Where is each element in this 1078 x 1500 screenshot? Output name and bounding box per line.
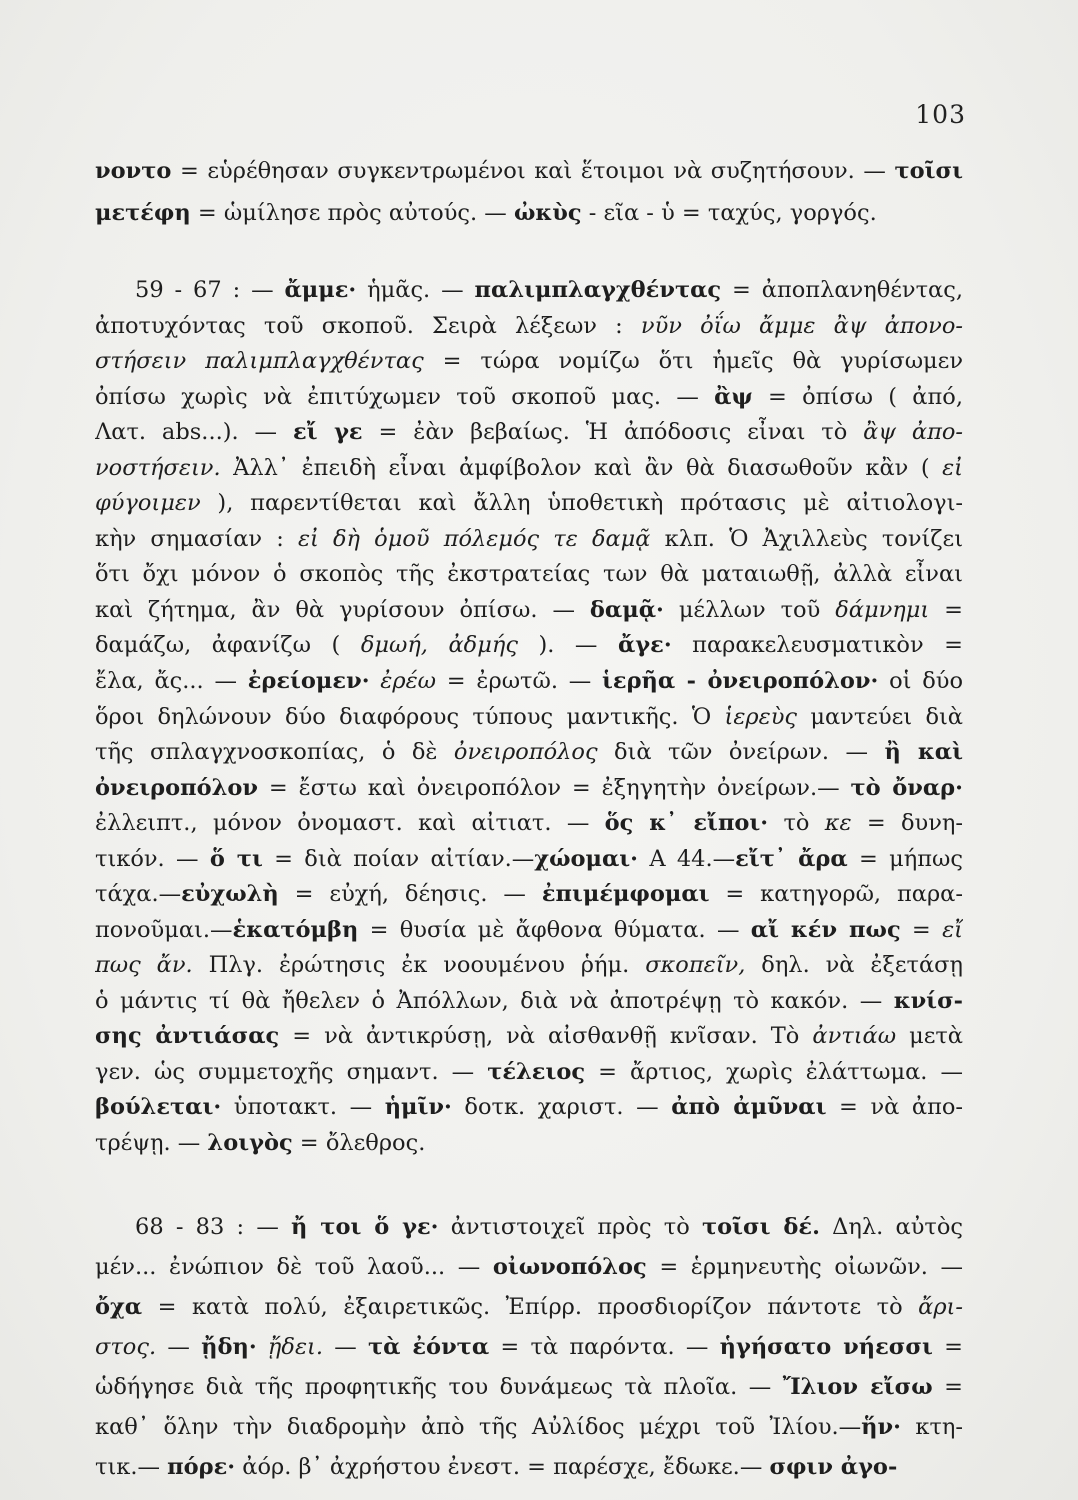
gloss-text: =: [932, 1374, 963, 1400]
gloss-text: μέν... ἐνώπιον δὲ τοῦ λαοῦ... —: [95, 1254, 493, 1280]
text-line: [95, 524, 963, 554]
text-line: [95, 737, 963, 767]
lemma-term: ὅ τι: [209, 846, 263, 872]
gloss-text: ὅτι ὄχι μόνον ὁ σκοπὸς τῆς ἐκστρατείας των θὰ ματαιωθῇ, ἀλλὰ εἶναι: [95, 561, 963, 587]
gloss-text: = ὄλεθρος.: [292, 1130, 426, 1156]
text-line: [95, 844, 963, 874]
gloss-text: κτη-: [900, 1414, 963, 1440]
lemma-term: μετέφη: [95, 200, 191, 226]
text-line: [95, 417, 963, 447]
text-line: [95, 1092, 963, 1122]
gloss-text: = δυνη-: [851, 810, 963, 836]
text-line: [95, 773, 963, 803]
gloss-text: = τὰ παρόντα. —: [489, 1334, 720, 1360]
text-line: [95, 950, 963, 980]
gloss-text: μαντεύει διὰ: [797, 704, 963, 730]
text-line: [95, 382, 963, 412]
lemma-term: χώομαι·: [534, 846, 639, 872]
quoted-greek: εἴ: [942, 917, 963, 943]
text-line: [95, 808, 963, 838]
gloss-text: = ἑρμηνευτὴς οἰωνῶν. —: [646, 1254, 963, 1280]
gloss-text: οἱ δύο: [878, 668, 963, 694]
gloss-text: = ὡμίλησε πρὸς αὐτούς. —: [190, 200, 514, 226]
gloss-text: =: [900, 917, 943, 943]
gloss-text: διὰ τῶν ὀνείρων. —: [597, 739, 885, 765]
text-line: [95, 666, 963, 696]
lemma-term: ἢ καὶ: [884, 739, 963, 765]
lemma-term: οἰωνοπόλος: [492, 1254, 647, 1280]
quoted-greek: σκοπεῖν,: [645, 952, 746, 978]
gloss-text: τῆς σπλαγχνοσκοπίας, ὁ δὲ: [95, 739, 454, 765]
gloss-text: =: [929, 597, 963, 623]
gloss-text: = διὰ ποίαν αἰτίαν.—: [262, 846, 535, 872]
lemma-term: κνίσ-: [893, 988, 963, 1014]
gloss-text: δηλ. νὰ ἐξετάσῃ: [745, 952, 963, 978]
gloss-text: ὑποτακτ. —: [221, 1094, 385, 1120]
lemma-term: αἴ κέν πως: [750, 917, 901, 943]
gloss-text: ἡμᾶς. —: [356, 277, 475, 303]
quoted-greek: πως ἄν.: [95, 952, 193, 978]
gloss-text: τὸ: [768, 810, 825, 836]
lemma-term: ἑκατόμβη: [232, 917, 359, 943]
gloss-text: = κατὰ πολύ, ἐξαιρετικῶς. Ἐπίρρ. προσδιορίζον πάντοτε τὸ: [142, 1294, 919, 1320]
gloss-text: = ἔστω καὶ ὀνειροπόλον = ἐξηγητὴν ὀνείρων.—: [258, 775, 851, 801]
quoted-greek: στος.: [95, 1334, 157, 1360]
lemma-term: ἤ τοι ὅ γε·: [291, 1214, 439, 1240]
lemma-term: λοιγὸς: [207, 1130, 293, 1156]
text-line: [95, 346, 963, 376]
lemma-term: βούλεται·: [95, 1094, 222, 1120]
gloss-text: δαμάζω, ἀφανίζω (: [95, 632, 361, 658]
lemma-term: τὸ ὄναρ·: [850, 775, 963, 801]
gloss-text: ), παρεντίθεται καὶ ἄλλη ὑποθετικὴ πρότασις μὲ αἰτιολογι-: [200, 490, 963, 516]
text-line: [95, 311, 963, 341]
gloss-text: Λατ. abs...). —: [95, 419, 293, 445]
text-line: [95, 1057, 963, 1087]
gloss-text: Δηλ. αὐτὸς: [819, 1214, 963, 1240]
lemma-term: ἡγήσατο νήεσσι: [719, 1334, 933, 1360]
gloss-text: —: [156, 1334, 202, 1360]
lemma-term: εἴτ᾿ ἄρα: [735, 846, 848, 872]
gloss-text: ἀόρ. β᾿ ἀχρήστου ἐνεστ. = παρέσχε, ἔδωκε.—: [235, 1454, 770, 1480]
lemma-term: παλιμπλαγχθέντας: [474, 277, 722, 303]
quoted-greek: νοστήσειν.: [95, 455, 221, 481]
lemma-term: ἥν·: [861, 1414, 901, 1440]
text-line: [95, 915, 963, 945]
lemma-term: τοῖσι: [894, 158, 963, 184]
gloss-text: [257, 1334, 268, 1360]
lemma-term: ὠκὺς: [513, 200, 582, 226]
gloss-text: ἔλα, ἄς... —: [95, 668, 248, 694]
lemma-term: ἱερῆα - ὀνειροπόλον·: [602, 668, 879, 694]
gloss-text: καθ᾿ ὅλην τὴν διαδρομὴν ἀπὸ τῆς Αὐλίδος μέχρι τοῦ Ἰλίου.—: [95, 1414, 862, 1440]
gloss-text: ἐλλειπτ., μόνον ὀνομαστ. καὶ αἰτιατ. —: [95, 810, 605, 836]
gloss-text: = κατηγορῶ, παρα-: [709, 881, 963, 907]
quoted-greek: ἀντιάω: [812, 1023, 897, 1049]
quoted-greek: κε: [824, 810, 852, 836]
text-line: [95, 559, 963, 589]
gloss-text: κλπ. Ὁ Ἀχιλλεὺς τονίζει: [650, 526, 963, 552]
lemma-term: δαμᾷ·: [589, 597, 664, 623]
lemma-term: ἀπὸ ἀμῦναι: [671, 1094, 827, 1120]
gloss-text: Α 44.—: [638, 846, 736, 872]
gloss-text: τικ.—: [95, 1454, 168, 1480]
gloss-text: 68 - 83 : —: [135, 1214, 292, 1240]
quoted-greek: νῦν ὀΐω ἄμμε ἂψ ἀπονο-: [640, 313, 963, 339]
page-number: 103: [915, 100, 966, 129]
text-line: [95, 1252, 963, 1282]
gloss-text: τικόν. —: [95, 846, 210, 872]
gloss-text: - εῖα - ὑ = ταχύς, γοργός.: [581, 200, 877, 226]
text-line: [95, 1372, 963, 1402]
lemma-term: Ἴλιον εἴσω: [782, 1374, 933, 1400]
text-line: [95, 1332, 963, 1362]
lemma-term: ἐπιμέμφομαι: [541, 881, 710, 907]
text-line: [95, 1021, 963, 1051]
text-line: [95, 1292, 963, 1322]
gloss-text: μετὰ: [896, 1023, 963, 1049]
lemma-term: ἡμῖν·: [384, 1094, 452, 1120]
gloss-text: ὀπίσω χωρὶς νὰ ἐπιτύχωμεν τοῦ σκοποῦ μας. —: [95, 384, 715, 410]
text-line: [95, 198, 963, 228]
gloss-text: δοτκ. χαριστ. —: [451, 1094, 672, 1120]
text-line: [95, 879, 963, 909]
gloss-text: = ἐὰν βεβαίως. Ἡ ἀπόδοσις εἶναι τὸ: [362, 419, 864, 445]
gloss-text: ὁ μάντις τί θὰ ἤθελεν ὁ Ἀπόλλων, διὰ νὰ ἀποτρέψῃ τὸ κακόν. —: [95, 988, 894, 1014]
lemma-term: σφιν ἀγο-: [769, 1454, 898, 1480]
gloss-text: 59 - 67 : —: [135, 277, 285, 303]
gloss-text: ἀντιστοιχεῖ πρὸς τὸ: [438, 1214, 702, 1240]
lemma-term: τοῖσι δέ.: [701, 1214, 820, 1240]
quoted-greek: ἂψ ἀπο-: [863, 419, 963, 445]
gloss-text: ὡδήγησε διὰ τῆς προφητικῆς του δυνάμεως τὰ πλοῖα. —: [95, 1374, 783, 1400]
gloss-text: = ἐρωτῶ. —: [436, 668, 603, 694]
text-line: [95, 702, 963, 732]
quoted-greek: στήσειν παλιμπλαγχθέντας: [95, 348, 424, 374]
quoted-greek: ἐρέω: [380, 668, 437, 694]
gloss-text: = νὰ ἀπο-: [826, 1094, 963, 1120]
gloss-text: ἀποτυχόντας τοῦ σκοποῦ. Σειρὰ λέξεων :: [95, 313, 641, 339]
lemma-term: σης ἀντιάσας: [95, 1023, 280, 1049]
gloss-text: μέλλων τοῦ: [663, 597, 836, 623]
quoted-greek: ἱερεὺς: [724, 704, 798, 730]
gloss-text: = θυσία μὲ ἄφθονα θύματα. —: [358, 917, 751, 943]
quoted-greek: ᾔδει.: [267, 1334, 323, 1360]
gloss-text: Ἀλλ᾿ ἐπειδὴ εἶναι ἀμφίβολον καὶ ἂν θὰ διασωθοῦν κἂν (: [220, 455, 943, 481]
gloss-text: ). —: [517, 632, 618, 658]
text-line: [95, 595, 963, 625]
gloss-text: = εὐχή, δέησις. —: [278, 881, 542, 907]
gloss-text: ὅροι δηλώνουν δύο διαφόρους τύπους μαντικῆς. Ὁ: [95, 704, 725, 730]
text-line: [95, 453, 963, 483]
gloss-text: Πλγ. ἐρώτησις ἐκ νοουμένου ῥήμ.: [192, 952, 646, 978]
gloss-text: καὶ ζήτημα, ἂν θὰ γυρίσουν ὀπίσω. —: [95, 597, 590, 623]
lemma-term: ἄγε·: [617, 632, 672, 658]
quoted-greek: ἄρι-: [918, 1294, 963, 1320]
gloss-text: τάχα.—: [95, 881, 182, 907]
lemma-term: ἄμμε·: [284, 277, 357, 303]
text-line: [95, 1128, 963, 1158]
gloss-text: = νὰ ἀντικρύσῃ, νὰ αἰσθανθῇ κνῖσαν. Τὸ: [279, 1023, 813, 1049]
text-line: [95, 488, 963, 518]
lemma-term: εἴ γε: [292, 419, 363, 445]
lemma-term: ὄχα: [95, 1294, 143, 1320]
text-line: [95, 1412, 963, 1442]
quoted-greek: δμωή, ἀδμής: [360, 632, 518, 658]
gloss-text: = μήπως: [847, 846, 963, 872]
quoted-greek: ὀνειροπόλος: [453, 739, 598, 765]
lemma-term: ὀνειροπόλον: [95, 775, 259, 801]
gloss-text: πονοῦμαι.—: [95, 917, 233, 943]
gloss-text: = ἀποπλανηθέντας,: [721, 277, 963, 303]
text-line: [95, 156, 963, 186]
quoted-greek: φύγοιμεν: [95, 490, 201, 516]
text-line: [95, 986, 963, 1016]
lemma-term: πόρε·: [167, 1454, 236, 1480]
lemma-term: ἐρείομεν·: [247, 668, 370, 694]
gloss-text: τρέψῃ. —: [95, 1130, 208, 1156]
lemma-term: ἂψ: [714, 384, 753, 410]
text-line: [135, 1212, 963, 1242]
lemma-term: τέλειος: [487, 1059, 586, 1085]
gloss-text: = ὀπίσω ( ἀπό,: [752, 384, 963, 410]
lemma-term: ᾔδη·: [201, 1334, 257, 1360]
gloss-text: γεν. ὡς συμμετοχῆς σημαντ. —: [95, 1059, 488, 1085]
text-line: [95, 1452, 963, 1482]
text-line: [135, 275, 963, 305]
gloss-text: = εὑρέθησαν συγκεντρωμένοι καὶ ἕτοιμοι νὰ συζητήσουν. —: [171, 158, 895, 184]
lemma-term: εὐχωλὴ: [181, 881, 279, 907]
quoted-greek: εἰ δὴ ὁμοῦ πόλεμός τε δαμᾷ: [297, 526, 651, 552]
lemma-term: ὅς κ᾿ εἴποι·: [604, 810, 769, 836]
gloss-text: =: [932, 1334, 963, 1360]
gloss-text: = ἄρτιος, χωρὶς ἐλάττωμα. —: [585, 1059, 963, 1085]
gloss-text: παρακελευσματικὸν =: [671, 632, 963, 658]
quoted-greek: εἰ: [942, 455, 963, 481]
lemma-term: νοντο: [95, 158, 172, 184]
lemma-term: τὰ ἐόντα: [368, 1334, 490, 1360]
gloss-text: [370, 668, 381, 694]
gloss-text: —: [323, 1334, 368, 1360]
gloss-text: κὴν σημασίαν :: [95, 526, 298, 552]
gloss-text: = τώρα νομίζω ὅτι ἡμεῖς θὰ γυρίσωμεν: [423, 348, 963, 374]
text-line: [95, 630, 963, 660]
quoted-greek: δάμνημι: [835, 597, 930, 623]
